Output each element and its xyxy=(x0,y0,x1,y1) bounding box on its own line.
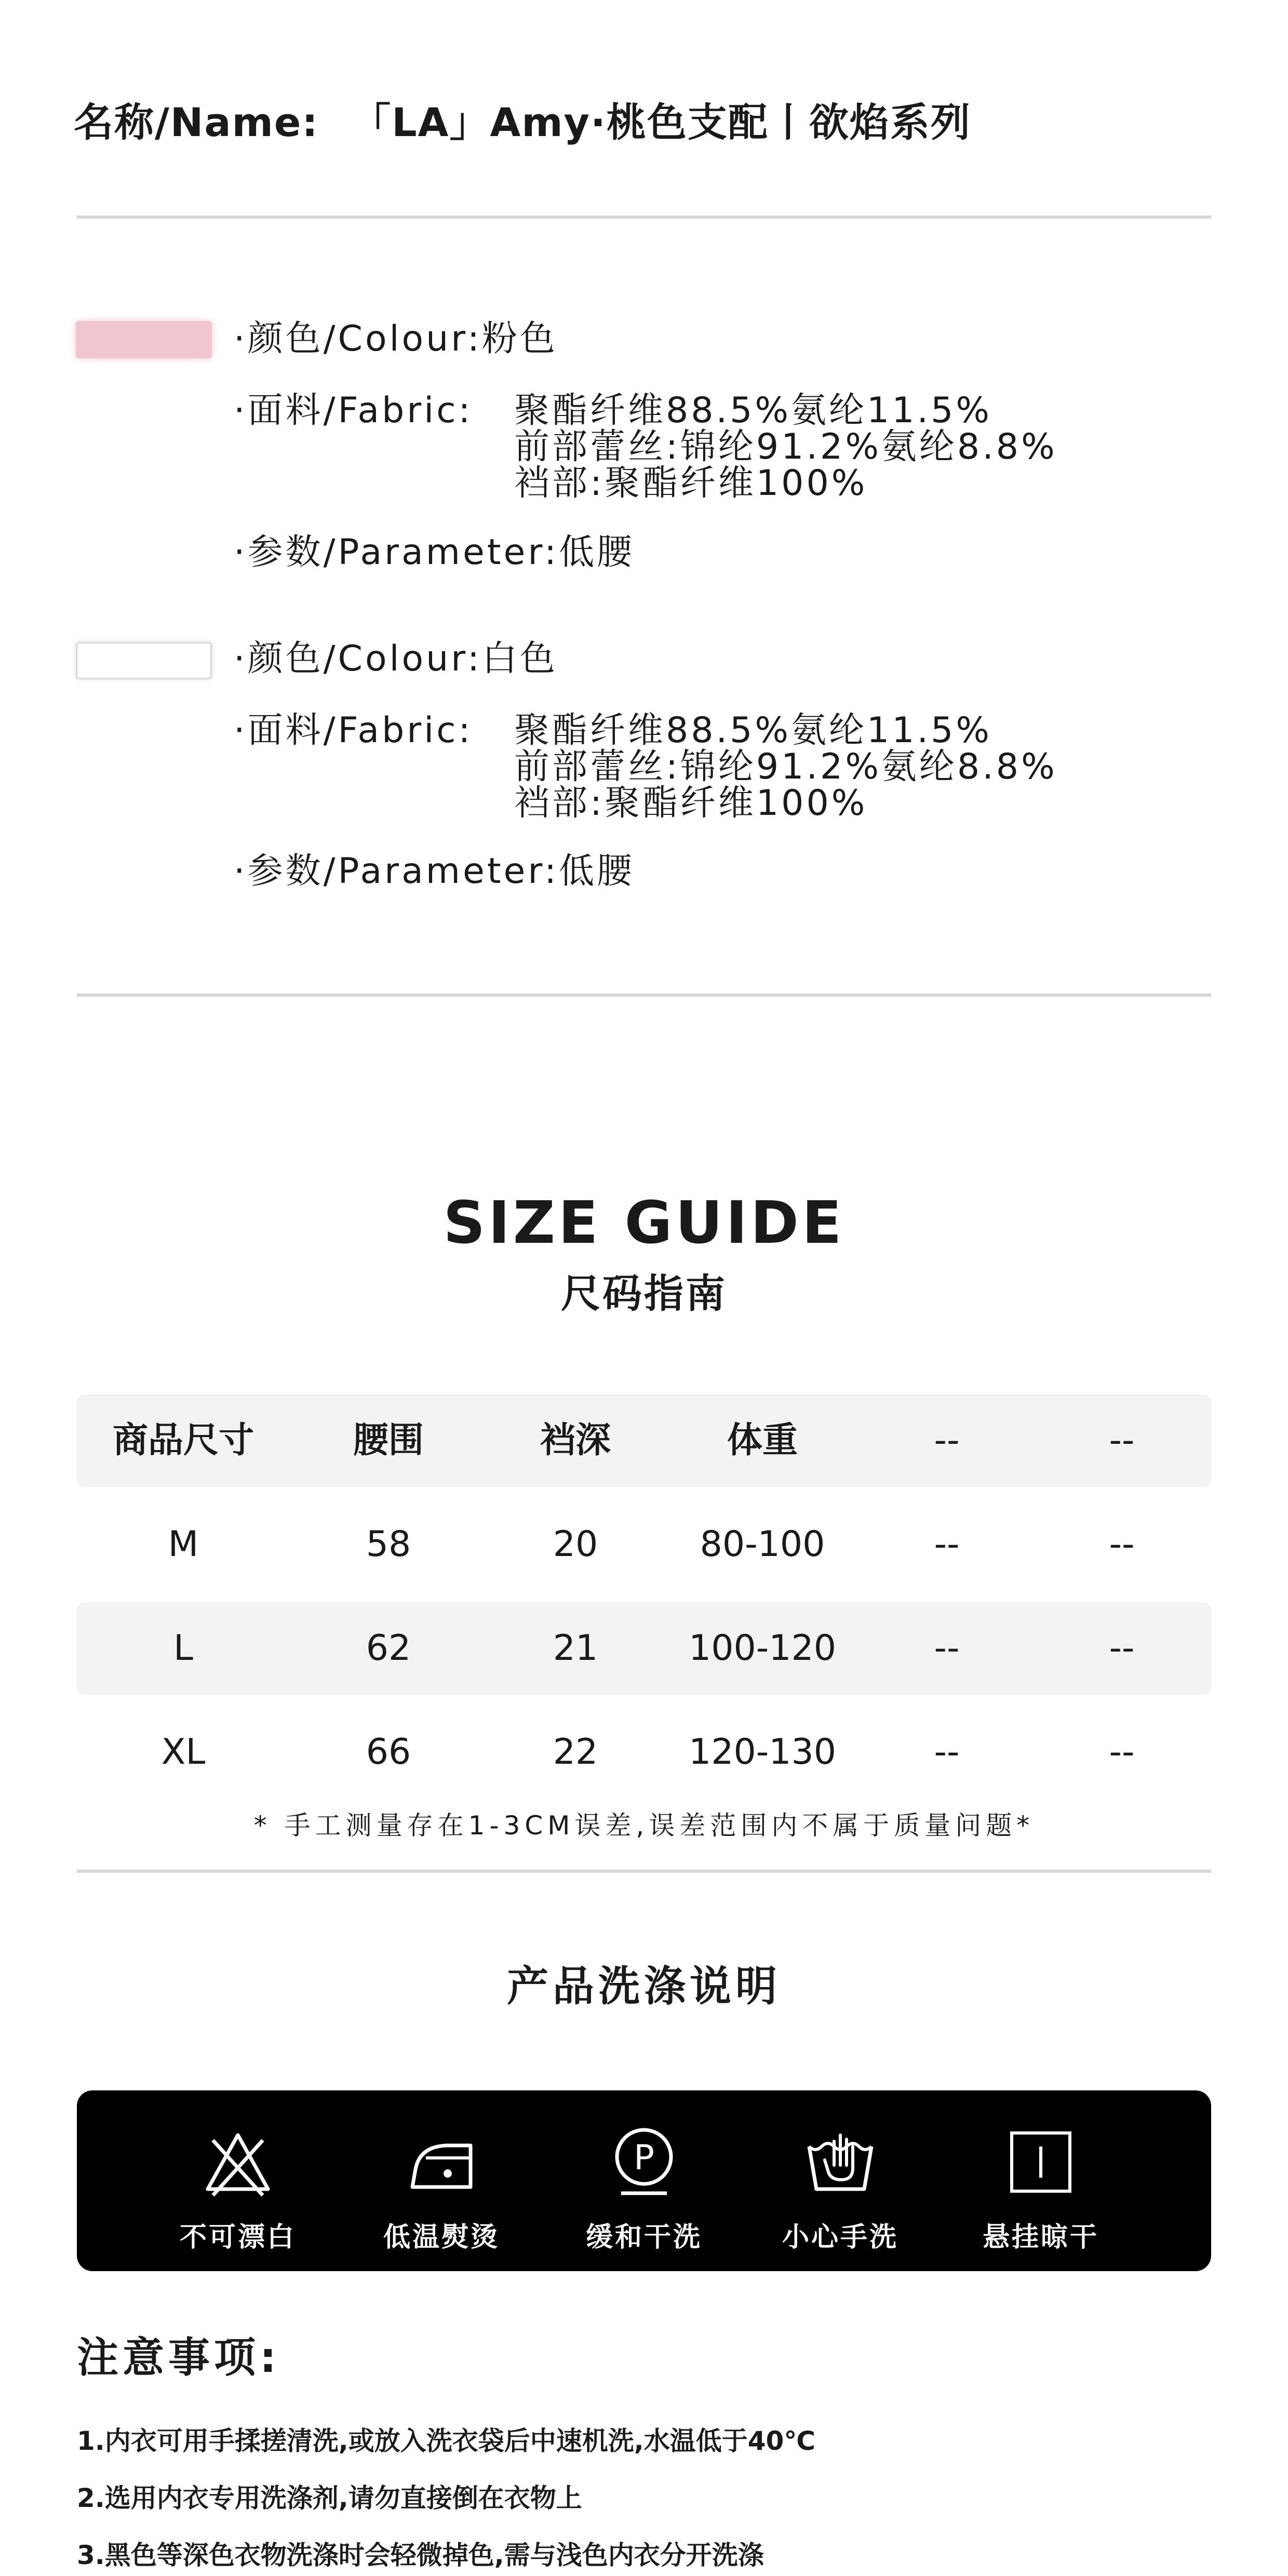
table-header-row xyxy=(77,1394,1211,1487)
table-cell: 58 xyxy=(366,1524,411,1565)
table-cell: 21 xyxy=(553,1628,598,1669)
note-item: 1.内衣可用手揉搓清洗,或放入洗衣袋后中速机洗,水温低于40℃ xyxy=(77,2426,815,2456)
care-panel xyxy=(77,2090,1211,2271)
parameter-label: ·参数/Parameter: xyxy=(234,532,559,573)
care-item xyxy=(747,2090,934,2271)
header-cell: 腰围 xyxy=(353,1420,424,1461)
divider xyxy=(77,216,1211,219)
header-cell: 裆深 xyxy=(540,1420,611,1461)
table-cell: -- xyxy=(934,1732,960,1773)
care-item xyxy=(947,2090,1134,2271)
header-cell: 商品尺寸 xyxy=(112,1420,254,1461)
size-table xyxy=(77,1394,1211,1810)
table-cell: M xyxy=(168,1524,199,1565)
colour-label: ·颜色/Colour: xyxy=(234,318,482,359)
table-cell: 66 xyxy=(366,1732,411,1773)
table-row xyxy=(77,1498,1211,1591)
parameter-label: ·参数/Parameter: xyxy=(234,851,559,892)
product-name-value: 「LA」Amy·桃色支配丨欲焰系列 xyxy=(351,99,971,145)
parameter-spec xyxy=(234,853,635,890)
care-label: 悬挂晾干 xyxy=(982,2222,1099,2253)
care-item xyxy=(348,2090,535,2271)
table-cell: L xyxy=(173,1628,193,1669)
colour-spec xyxy=(234,320,558,358)
care-title: 产品洗涤说明 xyxy=(507,1962,781,2010)
size-guide-title: SIZE GUIDE xyxy=(443,1189,845,1257)
fabric-line: 前部蕾丝:锦纶91.2%氨纶8.8% xyxy=(514,746,1057,787)
care-item xyxy=(144,2090,331,2271)
fabric-line: 前部蕾丝:锦纶91.2%氨纶8.8% xyxy=(514,426,1057,467)
low-iron-icon xyxy=(405,2126,478,2198)
care-item xyxy=(551,2090,737,2271)
parameter-value: 低腰 xyxy=(559,532,635,573)
pink-swatch xyxy=(76,321,212,358)
table-cell: -- xyxy=(934,1524,960,1565)
care-label: 不可漂白 xyxy=(179,2222,296,2253)
hang-dry-icon xyxy=(1004,2126,1077,2198)
table-cell: 62 xyxy=(366,1628,411,1669)
care-label: 低温熨烫 xyxy=(383,2222,500,2253)
fabric-line: 裆部:聚酯纤维100% xyxy=(514,463,868,504)
notes-title: 注意事项: xyxy=(77,2333,280,2382)
table-row xyxy=(77,1706,1211,1799)
table-cell: 100-120 xyxy=(688,1628,837,1669)
dry-clean-icon xyxy=(608,2126,680,2198)
header-cell: -- xyxy=(934,1420,960,1461)
fabric-label: ·面料/Fabric: xyxy=(234,710,473,751)
size-guide-subtitle: 尺码指南 xyxy=(561,1270,727,1317)
fabric-composition xyxy=(514,390,1057,504)
fabric-label: ·面料/Fabric: xyxy=(234,390,473,431)
parameter-value: 低腰 xyxy=(559,851,635,892)
table-cell: -- xyxy=(1109,1732,1135,1773)
header-cell: -- xyxy=(1109,1420,1135,1461)
table-cell: -- xyxy=(1109,1628,1135,1669)
hand-wash-icon xyxy=(804,2126,877,2198)
fabric-line: 裆部:聚酯纤维100% xyxy=(514,783,868,824)
fabric-line: 聚酯纤维88.5%氨纶11.5% xyxy=(514,390,992,431)
measurement-note: * 手工测量存在1-3CM误差,误差范围内不属于质量问题* xyxy=(253,1810,1035,1841)
fabric-composition xyxy=(514,710,1057,824)
white-swatch xyxy=(76,642,212,679)
note-item: 2.选用内衣专用洗涤剂,请勿直接倒在衣物上 xyxy=(77,2483,582,2513)
care-label: 缓和干洗 xyxy=(585,2222,702,2253)
header-cell: 体重 xyxy=(727,1420,798,1461)
product-name-label: 名称/Name: xyxy=(74,99,319,145)
table-cell: 20 xyxy=(553,1524,598,1565)
fabric-line: 聚酯纤维88.5%氨纶11.5% xyxy=(514,710,992,751)
colour-spec xyxy=(234,640,558,678)
table-cell: -- xyxy=(1109,1524,1135,1565)
table-cell: 22 xyxy=(553,1732,598,1773)
table-cell: 80-100 xyxy=(700,1524,825,1565)
table-cell: 120-130 xyxy=(688,1732,837,1773)
divider xyxy=(77,994,1211,997)
no-bleach-icon xyxy=(202,2126,274,2198)
product-name-line xyxy=(74,91,971,147)
colour-label: ·颜色/Colour: xyxy=(234,638,482,679)
parameter-spec xyxy=(234,534,635,571)
colour-value: 白色 xyxy=(481,638,558,679)
table-row xyxy=(77,1602,1211,1695)
colour-value: 粉色 xyxy=(481,318,558,359)
svg-text:P: P xyxy=(634,2138,654,2178)
table-cell: -- xyxy=(934,1628,960,1669)
table-cell: XL xyxy=(161,1732,206,1773)
note-item: 3.黑色等深色衣物洗涤时会轻微掉色,需与浅色内衣分开洗涤 xyxy=(77,2540,764,2570)
care-label: 小心手洗 xyxy=(782,2222,898,2253)
divider xyxy=(77,1870,1211,1873)
